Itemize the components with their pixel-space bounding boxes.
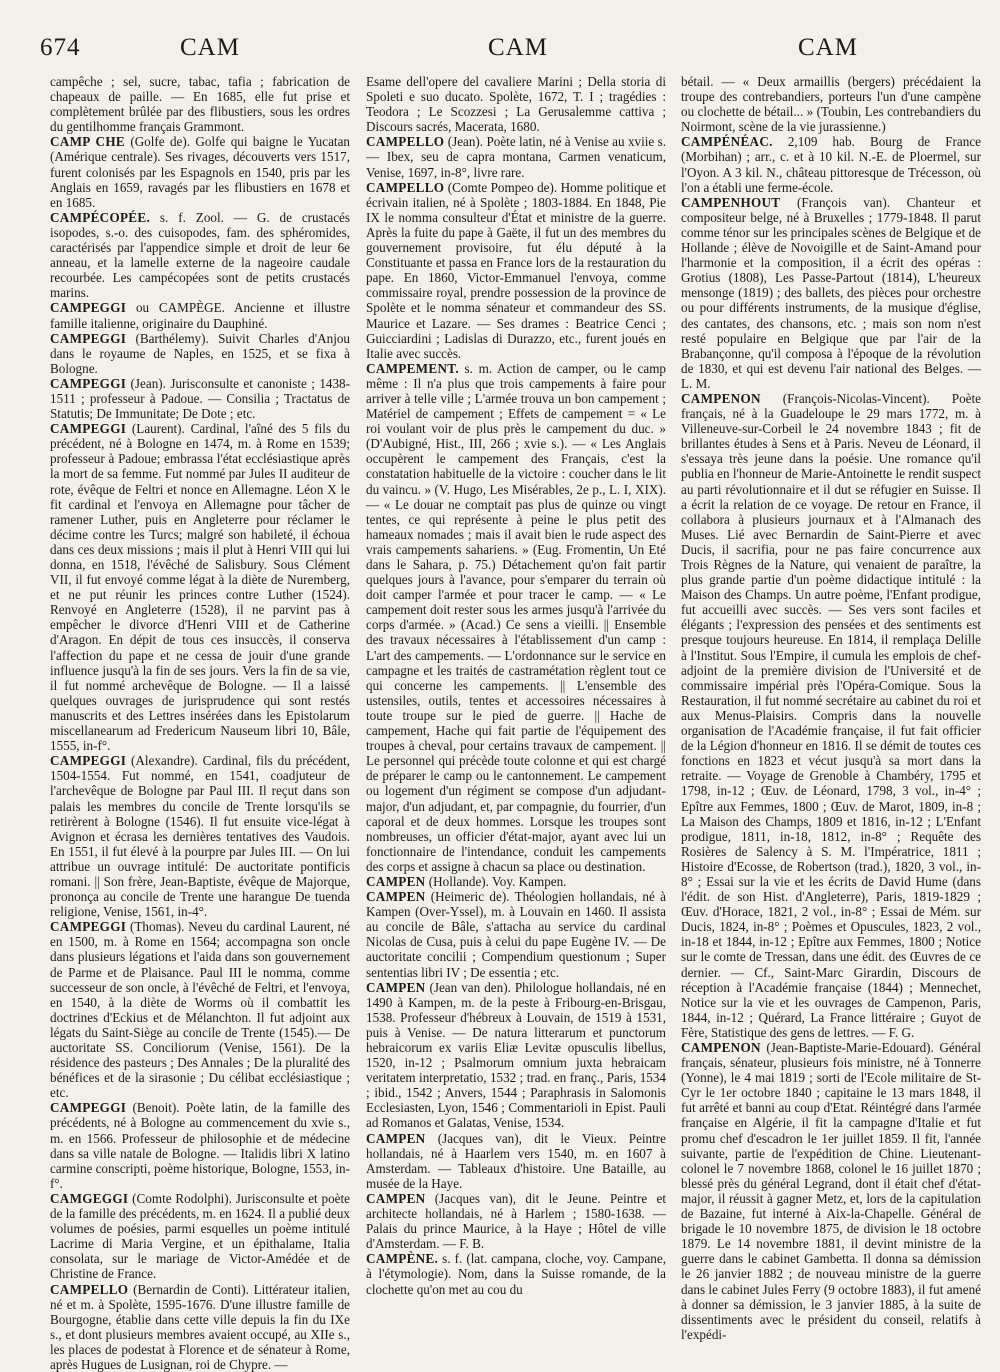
entry-headword: CAMPÉNÉAC. bbox=[681, 134, 773, 149]
entry-headword: CAMPEMENT. bbox=[366, 361, 459, 376]
entry-paragraph bbox=[366, 874, 666, 889]
entry-paragraph bbox=[50, 1100, 350, 1191]
entry-paragraph bbox=[366, 361, 666, 874]
entry-headword: CAMPEN bbox=[366, 889, 425, 904]
entry-text: (Comte Rodolphi). Jurisconsulte et poète de la famille des précédents, m. en 1624. Il a publié deux volumes de poésies, parmi esquelles un poème intitulé Lacrime di Maria Vergine, et un épithalame, Italia consolata, sur le mariage de Victor-Amédée et de Christine de France. bbox=[50, 1191, 350, 1281]
entry-text: (Jean). Jurisconsulte et canoniste ; 1438-1511 ; professeur à Padoue. — Consilia ; Tractatus de Statutis; De Immunitate; De Dote ; etc. bbox=[50, 376, 350, 421]
entry-text: 2,109 hab. Bourg de France (Morbihan) ; arr., c. et à 10 kil. N.-E. de Ploermel, sur l'Oyon. A 3 kil. N., château pittoresque de Trécesson, où l'on a établi une ferme-école. bbox=[681, 134, 981, 194]
entry-paragraph bbox=[50, 919, 350, 1100]
entry-headword: CAMPEGGI bbox=[50, 919, 126, 934]
entry-paragraph bbox=[366, 74, 666, 134]
entry-text: bétail. — « Deux armaillis (bergers) précédaient la troupe des contrebandiers, porteurs l'un d'une campène ou clochette de bétail... » (Toubin, Les contrebandiers du Noirmont, scène de la vie jurassienne.) bbox=[681, 74, 981, 134]
entry-headword: CAMPÈNE. bbox=[366, 1251, 438, 1266]
entry-paragraph bbox=[50, 134, 350, 209]
running-head-center: CAM bbox=[488, 34, 548, 62]
entry-headword: CAMPELLO bbox=[366, 180, 444, 195]
entry-paragraph bbox=[50, 376, 350, 421]
entry-headword: CAMPEGGI bbox=[50, 300, 126, 315]
entry-paragraph bbox=[50, 210, 350, 301]
running-head-right: CAM bbox=[798, 34, 858, 62]
entry-headword: CAMPEGGI bbox=[50, 753, 126, 768]
entry-paragraph bbox=[50, 331, 350, 376]
entry-paragraph bbox=[50, 421, 350, 753]
entry-headword: CAMPEGGI bbox=[50, 331, 126, 346]
entry-text: s. m. Action de camper, ou le camp même : Il n'a plus que trois campements à faire pour arriver à telle ville ; L'armée trouva un bon campement ; Matériel de campement ; Effets de campement = « Le roi voulant voir de plus près le campement du duc. » (D'Aubigné, Hist., III, 266 ; xvie s.). — « Les Anglais occupèrent le campement des Français, c'est la constatation habituelle de la victoire : coucher dans le lit du vaincu. » (V. Hugo, Les Misérables, 2e p., L. I, XIX). — « Le douar ne comptait pas plus de quinze ou vingt tentes, ce qui représente à peine le plus petit des hameaux nomades ; mais il avait bien le rude aspect des vrais campements sahariens. » (Eug. Fromentin, Un Eté dans le Sahara, p. 75.) Détachement qu'on fait partir quelques jours à l'avance, pour s'emparer du terrain où doit camper l'armée et pour tracer le camp. — « Le campement doit rester sous les armes jusqu'à l'arrivée du corps d'armée. » (Acad.) Ce sens a vieilli. || Ensemble des travaux nécessaires à l'établissement d'un camp : L'art des campements. — L'ordonnance sur le service en campagne et les traités de castramétation règlent tout ce qui concerne les campements. || L'ensemble des ustensiles, outils, tentes et accessoires nécessaires à toute troupe sur le pied de guerre. || Hache de campement, Hache qui fait partie de l'équipement des troupes à cheval, pour certains travaux de campement. || Le personnel qui précède toute colonne et qui est chargé de préparer le camp ou le cantonnement. Le campement ou logement d'un régiment se compose d'un adjudant-major, d'un adjudant, et, par compagnie, du fourrier, d'un caporal et de deux hommes. Lorsque les troupes sont nombreuses, un officier d'état-major, ayant avec lui un fonctionnaire de l'intendance, conduit les campements des corps et assigne à chacun sa place ou destination. bbox=[366, 361, 666, 874]
entry-text: (Jacques van), dit le Vieux. Peintre hollandais, né à Haarlem vers 1540, m. en 1607 à Amsterdam. — Tableaux d'histoire. Une Bataille, au musée de la Haye. bbox=[366, 1131, 666, 1191]
entry-text: ou CAMPÈGE. Ancienne et illustre famille italienne, originaire du Dauphiné. bbox=[50, 300, 350, 330]
entry-paragraph bbox=[681, 391, 981, 1040]
entry-paragraph bbox=[681, 74, 981, 134]
entry-paragraph bbox=[366, 889, 666, 980]
entry-text: campêche ; sel, sucre, tabac, tafia ; fabrication de chapeaux de paille. — En 1685, elle fut prise et complètement brûlée par des flibustiers, sous les ordres du gentilhomme français Grammont. bbox=[50, 74, 350, 134]
entry-text: (Jacques van), dit le Jeune. Peintre et architecte hollandais, né à Harlem ; 1580-1638. — Palais du prince Maurice, à la Haye ; Hôtel de ville d'Amsterdam. — F. B. bbox=[366, 1191, 666, 1251]
entry-paragraph bbox=[50, 300, 350, 330]
entry-headword: CAMPEN bbox=[366, 874, 425, 889]
entry-headword: CAMPEN bbox=[366, 1131, 425, 1146]
entry-text: (Heimeric de). Théologien hollandais, né à Kampen (Over-Yssel), m. à Louvain en 1460. Il assista au concile de Bâle, s'attacha au service du cardinal Nicolas de Cusa, puis à celui du pape Eugène IV. — De auctoritate concilii ; Compendium questionum ; Super sententias libri IV ; De essentia ; etc. bbox=[366, 889, 666, 979]
entry-headword: CAMPEN bbox=[366, 1191, 425, 1206]
entry-text: (Jean van den). Philologue hollandais, né en 1490 à Kampen, m. de la peste à Fribourg-en-Brisgau, 1538. Professeur d'hébreux à Louvain, de 1519 à 1531, puis à Venise. — De natura litterarum et punctorum hebraicorum ex variis Eliæ Levitæ opusculis libellus, 1520, in-12 ; Psalmorum omnium juxta hebraicam veritatem interpretatio, 1532 ; trad. en franç., Paris, 1534 ; ibid., 1542 ; Anvers, 1544 ; Paraphrasis in Salomonis Ecclesiasten, Lyon, 1546 ; Commentarioli in Epist. Pauli ad Romanos et Galatas, Venise, 1534. bbox=[366, 980, 666, 1131]
entry-text: s. f. Zool. — G. de crustacés isopodes, s.-o. des cuisopodes, fam. des sphéromides, caractérisés par l'appendice simple et droit de leur 6e anneau, et la lamelle externe de la nageoire caudale recourbée. Les campécopées sont de petits crustacés marins. bbox=[50, 210, 350, 300]
entry-text: (Alexandre). Cardinal, fils du précédent, 1504-1554. Fut nommé, en 1541, coadjuteur de l'archevêque de Bologne par Paul III. Il reçut dans son palais les membres du concile de Trente lorsqu'ils se retirèrent à Bologne (1546). Il fut ensuite vice-légat à Avignon et écrasa les dernières tentatives des Vaudois. En 1551, il fut élevé à la pourpre par Jules III. — On lui attribue un ouvrage intitulé: De auctoritate pontificis romani. || Son frère, Jean-Baptiste, évêque de Majorque, prononça au concile de Trente une harangue De tuenda religione, Venise, 1561, in-4°. bbox=[50, 753, 350, 919]
entry-paragraph bbox=[50, 1191, 350, 1282]
entry-headword: CAMPELLO bbox=[50, 1282, 128, 1297]
entry-paragraph bbox=[366, 180, 666, 361]
running-head-left: CAM bbox=[180, 34, 240, 62]
entry-text: (Hollande). Voy. Kampen. bbox=[425, 874, 566, 889]
entry-text: (Jean-Baptiste-Marie-Edouard). Général français, sénateur, plusieurs fois ministre, né à Tonnerre (Yonne), le 4 mai 1819 ; sorti de l'Ecole militaire de St-Cyr le 1er octobre 1840 ; capitaine le 13 mars 1848, il fut arrêté et banni au coup d'Etat. Réintégré dans l'armée française en Algérie, il fit la campagne d'Italie et fut promu chef d'escadron le 1er juillet 1859. Il fit, l'année suivante, partie de l'expédition de Chine. Lieutenant-colonel le 7 novembre 1868, colonel le 16 juillet 1870 ; blessé près du général Legrand, dont il était chef d'état-major, il réussit à gagner Metz, et, lors de la capitulation de Bazaine, fut interné à Aix-la-Chapelle. Général de brigade le 10 novembre 1875, de division le 18 octobre 1879. Le 14 novembre 1881, il devint ministre de la guerre dans le cabinet Gambetta. Il donna sa démission le 26 janvier 1882 ; de nouveau ministre de la guerre dans le cabinet Jules Ferry (9 octobre 1883), il fut amené à donner sa démission, le 3 janvier 1885, à la suite de dissentiments avec le président du conseil, relatifs à l'expédi- bbox=[681, 1040, 981, 1342]
column-left bbox=[50, 74, 350, 1344]
entry-headword: CAMPEGGI bbox=[50, 421, 126, 436]
entry-text: (Golfe de). Golfe qui baigne le Yucatan (Amérique centrale). Ses rivages, découverts vers 1517, furent colonisés par les Espagnols en 1540, pris par les Anglais en 1659, ravagés par les flibustiers en 1678 et en 1685. bbox=[50, 134, 350, 209]
entry-text: (Jean). Poète latin, né à Venise au xviie s. — Ibex, seu de capra montana, Carmen venaticum, Venise, 1697, in-8°, livre rare. bbox=[366, 134, 666, 179]
entry-text: Esame dell'opere del cavaliere Marini ; Della storia di Spoleti e suo ducato. Spolète, 1672, T. I ; tragédies : Teodora ; Le Scozzesi ; La Gerusalemme cattiva ; Discours sacrés, Macerata, 1680. bbox=[366, 74, 666, 134]
entry-headword: CAMPEGGI bbox=[50, 1100, 126, 1115]
entry-headword: CAMPELLO bbox=[366, 134, 444, 149]
column-middle bbox=[366, 74, 666, 1344]
entry-paragraph bbox=[366, 1191, 666, 1251]
entry-paragraph bbox=[681, 1040, 981, 1342]
entry-headword: CAMPENON bbox=[681, 391, 761, 406]
entry-text: (François van). Chanteur et compositeur belge, né à Bruxelles ; 1779-1848. Il parut comme ténor sur les principales scènes de Belgique et de Hollande ; élève de Novoigille et de Saint-Amand pour l'harmonie et la composition, il a écrit des opéras : Grotius (1808), Les Passe-Partout (1814), L'heureux mensonge (1819) ; des ballets, des pièces pour orchestre ou pour différents instruments, de la musique d'église, des cantates, des chansons, etc. ; mais son nom n'est resté populaire en Belgique que par l'air de la Brabançonne, qu'il composa à l'époque de la révolution de 1830, et qui est devenu l'air national des Belges. — L. M. bbox=[681, 195, 981, 391]
entry-paragraph bbox=[681, 195, 981, 391]
running-header bbox=[40, 34, 960, 70]
entry-text: (Thomas). Neveu du cardinal Laurent, né en 1500, m. à Rome en 1564; accompagna son oncle dans plusieurs légations et l'aida dans son gouvernement de Parme et de Plaisance. Paul III le nomma, comme successeur de son oncle, à l'évêché de Feltri, et l'envoya, en 1540, à la diète de Worms où il combattit les doctrines d'Eckius et de Mélanchton. Il fut adjoint aux légats du Saint-Siège au concile de Trente (1545).— De auctoritate SS. Conciliorum (Venise, 1561). De la résidence des pasteurs ; Des Annales ; De la pluralité des bénéfices et de la sirasonie ; Du célibat ecclésiastique ; etc. bbox=[50, 919, 350, 1100]
entry-headword: CAMPEGGI bbox=[50, 376, 126, 391]
entry-paragraph bbox=[366, 1131, 666, 1191]
entry-text: (Benoit). Poète latin, de la famille des précédents, né à Bologne au commencement du xvie s., m. en 1566. Professeur de philosophie et de médecine dans sa ville natale de Bologne. — Italidis libri X latino carmine conscripti, poème historique, Bologne, 1553, in-f°. bbox=[50, 1100, 350, 1190]
entry-text: (Comte Pompeo de). Homme politique et écrivain italien, né à Spolète ; 1803-1884. En 1848, Pie IX le nomma consulteur d'État et ministre de la guerre. Après la fuite du pape à Gaëte, il fut un des membres du gouvernement provisoire, fut élu député à la Constituante et passa en France lors de la restauration du pape. En 1860, Victor-Emmanuel l'envoya, comme commissaire royal, prendre possession de la province de Spolète et le nomma sénateur et commandeur des SS. Maurice et Lazare. — Ses drames : Beatrice Cenci ; Guicciardini ; Ladislas di Durazzo, etc., furent joués en Italie avec succès. bbox=[366, 180, 666, 361]
entry-paragraph bbox=[681, 134, 981, 194]
entry-paragraph bbox=[366, 134, 666, 179]
entry-headword: CAMPÉCOPÉE. bbox=[50, 210, 150, 225]
entry-text: (François-Nicolas-Vincent). Poète français, né à la Guadeloupe le 29 mars 1772, m. à Villeneuve-sur-Corbeil le 24 novembre 1843 ; fit de brillantes études à Sens et à Paris. Neveu de Léonard, il s'essaya très jeune dans la poésie. Une romance qu'il publia en l'honneur de Marie-Antoinette le rendit suspect au parti révolutionnaire et il dut se réfugier en Suisse. Il a écrit la relation de ce voyage. De retour en France, il collabora à plusieurs journaux et à l'Almanach des Muses. Lié avec Bernardin de Saint-Pierre et avec Ducis, il sacrifia, pour ne pas faire concurrence aux Trois Règnes de la Nature, qui venaient de paraître, la plus grande partie d'un poème didactique intitulé : la Maison des Champs. Un autre poème, l'Enfant prodigue, fut accueilli avec succès. — Ses vers sont faciles et élégants ; l'expression des pensées et des sentiments est presque toujours heureuse. En 1814, il remplaça Delille à l'Institut. Sous l'Empire, il cumula les emplois de chef-adjoint de la première division de l'Université et de commissaire impérial près l'Opéra-Comique. Sous la Restauration, il fut nommé secrétaire au cabinet du roi et aux Menus-Plaisirs. Compris dans la nouvelle organisation de l'Académie française, il fut fait officier de la Légion d'honneur en 1816. Il se démit de toutes ces fonctions en 1823 et vécut jusqu'à sa mort dans la retraite. — Voyage de Grenoble à Chambéry, 1795 et 1798, in-12 ; Œuv. de Léonard, 1798, 3 vol., in-4° ; Epître aux Femmes, 1800 ; Œuv. de Marot, 1809, in-8 ; La Maison des Champs, 1809 et 1816, in-12 ; L'Enfant prodigue, 1811, in-18, 1812, in-8° ; Requête des Rosières de Salency à S. M. l'Impératrice, 1811 ; Histoire d'Ecosse, de Robertson (trad.), 1820, 3 vol., in-8° ; Essai sur la vie et les écrits de David Hume (dans l'édit. de son Hist. d'Angleterre), Paris, 1819-1829 ; Œuv. d'Horace, 1821, 2 vol., in-8° ; Essai de Mém. sur Ducis, 1824, in-8° ; Poèmes et Opuscules, 1823, 2 vol., in-18 et 1844, in-12 ; Epître aux Femmes, 1800 ; Notice sur le comte de Tressan, dans une édit. des Œuvres de ce dernier. — Cf., Saint-Marc Girardin, Discours de réception à l'Académie française (1844) ; Mennechet, Notice sur la vie et les ouvrages de Campenon, Paris, 1844, in-12 ; Quérard, La France littéraire ; Guyot de Fère, Statistique des gens de lettres. — F. G. bbox=[681, 391, 981, 1040]
entry-paragraph bbox=[366, 980, 666, 1131]
entry-headword: CAMPENHOUT bbox=[681, 195, 780, 210]
entry-headword: CAMGEGGI bbox=[50, 1191, 128, 1206]
page-number: 674 bbox=[40, 34, 81, 62]
column-right bbox=[681, 74, 981, 1344]
entry-headword: CAMPEN bbox=[366, 980, 425, 995]
entry-headword: CAMP CHE bbox=[50, 134, 125, 149]
entry-headword: CAMPENON bbox=[681, 1040, 761, 1055]
entry-text: (Laurent). Cardinal, l'aîné des 5 fils du précédent, né à Bologne en 1474, m. à Rome en 1539; professeur à Padoue; embrassa l'état ecclésiastique après la mort de sa femme. Fut nommé par Jules II auditeur de rote, évêque de Feltri et nonce en Allemagne. Léon X le fit cardinal et l'envoya en Allemagne pour tâcher de ramener Luther, puis en Angleterre pour réclamer le décime contre les Turcs; malgré son habileté, il échoua dans ces deux missions ; mais il plut à Henri VIII qui lui donna, en 1518, l'évêché de Salisbury. Sous Clément VII, il fut envoyé comme légat à la diète de Nuremberg, et ne put réunir les princes contre Luther (1524). Renvoyé en Angleterre (1528), il ne parvint pas à empêcher le divorce d'Henri VIII et de Catherine d'Aragon. En dépit de tous ces insuccès, il conserva l'affection du pape et ne cessa de jouir d'une grande influence jusqu'à la fin de ses jours. Vers la fin de sa vie, il fut nommé archevêque de Bologne. — Il a laissé quelques ouvrages de jurisprudence qui sont restés manuscrits et des Lettres insérées dans les Epistolarum miscellanearum ad Fredericum Nauseum libri 10, Bâle, 1555, in-f°. bbox=[50, 421, 350, 753]
entry-text: s. f. (lat. campana, cloche, voy. Campane, à l'étymologie). Nom, dans la Suisse romande, de la clochette qu'on met au cou du bbox=[366, 1251, 666, 1296]
entry-paragraph bbox=[50, 753, 350, 919]
entry-paragraph bbox=[50, 74, 350, 134]
entry-paragraph bbox=[50, 1282, 350, 1372]
entry-text: (Bernardin de Conti). Littérateur italien, né et m. à Spolète, 1595-1676. D'une illustre famille de Bourgogne, établie dans cette ville depuis la fin du IXe s., et dont plusieurs membres avaient occupé, au XIIe s., les places de podestat à Florence et de sénateur à Rome, après Hugues de Lusignan, roi de Chypre. — bbox=[50, 1282, 350, 1372]
entry-paragraph bbox=[366, 1251, 666, 1296]
entry-text: (Barthélemy). Suivit Charles d'Anjou dans le royaume de Naples, en 1525, et se fixa à Bologne. bbox=[50, 331, 350, 376]
